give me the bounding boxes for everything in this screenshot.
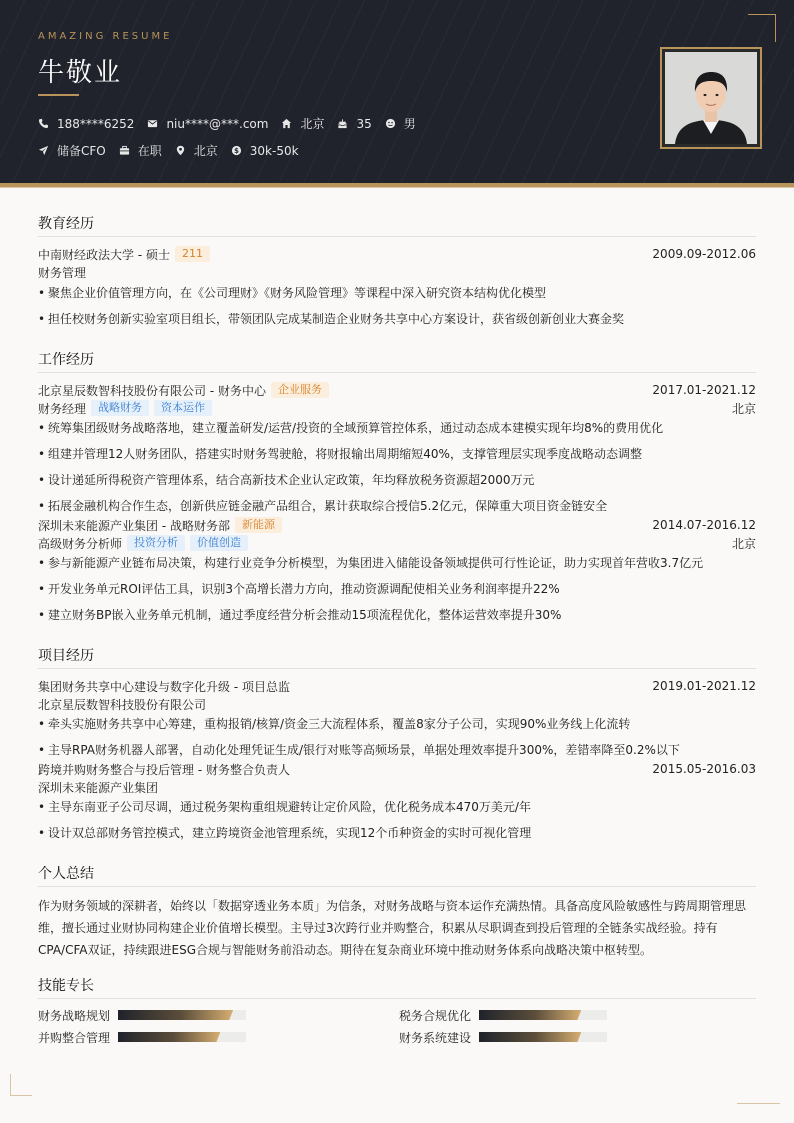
work-entry — [38, 381, 756, 516]
age-text: 35 — [356, 116, 372, 131]
role-tag: 战略财务 — [91, 400, 149, 416]
bullet-item: • 开发业务单元ROI评估工具，识别3个高增长潜力方向，推动资源调配使相关业务利润率提升22% — [38, 579, 756, 605]
skill-level-fill — [479, 1010, 581, 1020]
resume-eyebrow: AMAZING RESUME — [38, 31, 173, 42]
company-name: 北京星辰数智科技股份有限公司 - 财务中心 — [38, 383, 266, 398]
target-city-text: 北京 — [193, 144, 218, 158]
work-bullets — [38, 553, 756, 631]
skill-level-bar — [479, 1010, 607, 1020]
send-icon — [38, 145, 49, 156]
candidate-name: 牛敬业 — [38, 58, 123, 88]
gender-text: 男 — [403, 117, 416, 131]
project-entry-header — [38, 760, 756, 778]
resume-header — [0, 0, 794, 187]
skill-item — [38, 1007, 399, 1023]
job-role: 财务经理 — [38, 401, 87, 416]
bullet-item: • 建立财务BP嵌入业务单元机制，通过季度经营分析会推动15项流程优化，整体运营效率提升30% — [38, 605, 756, 631]
age-item — [337, 117, 371, 131]
bullet-item: • 统筹集团级财务战略落地，建立覆盖研发/运营/投资的全域预算管控体系，通过动态成本建模实现年均8%的费用优化 — [38, 418, 756, 444]
skill-level-fill — [479, 1032, 581, 1042]
profile-photo — [665, 52, 757, 144]
mail-icon — [147, 118, 158, 129]
project-entry — [38, 760, 756, 849]
job-status-text: 在职 — [137, 144, 162, 158]
skill-level-fill — [118, 1010, 233, 1020]
home-icon — [281, 118, 292, 129]
work-entry-header — [38, 516, 756, 534]
corner-ornament-bottom-left — [10, 1074, 32, 1096]
gender-icon — [385, 118, 396, 129]
residence-text: 北京 — [300, 117, 325, 131]
school-tag: 211 — [175, 246, 210, 262]
skill-level-bar — [479, 1032, 607, 1042]
bullet-item: • 担任校财务创新实验室项目组长，带领团队完成某制造企业财务共享中心方案设计，获省级创新创业大赛金奖 — [38, 309, 756, 335]
job-status-item — [119, 142, 162, 159]
project-org-row — [38, 778, 756, 796]
residence-item — [281, 115, 324, 132]
money-icon — [231, 145, 242, 156]
skill-name: 财务战略规划 — [38, 1008, 111, 1023]
company-name: 深圳未来能源产业集团 - 战略财务部 — [38, 518, 230, 533]
project-entry-header — [38, 677, 756, 695]
project-org: 北京星辰数智科技股份有限公司 — [38, 697, 207, 712]
project-name: 跨境并购财务整合与投后管理 - 财务整合负责人 — [38, 762, 290, 777]
summary-section — [38, 863, 756, 961]
phone-icon — [38, 118, 49, 129]
cake-icon — [337, 118, 348, 129]
project-name: 集团财务共享中心建设与数字化升级 - 项目总监 — [38, 679, 290, 694]
work-city: 北京 — [731, 536, 756, 551]
section-title: 项目经历 — [38, 645, 756, 669]
section-title: 个人总结 — [38, 863, 756, 887]
work-role-row — [38, 534, 756, 552]
school-name: 中南财经政法大学 - 硕士 — [38, 247, 170, 262]
skill-item — [399, 1029, 756, 1045]
project-entry — [38, 677, 756, 760]
skill-level-fill — [118, 1032, 220, 1042]
email-item — [147, 117, 268, 131]
skill-level-bar — [118, 1032, 246, 1042]
name-underline — [38, 94, 79, 96]
header-divider — [0, 187, 794, 188]
summary-text: 作为财务领域的深耕者，始终以「数据穿透业务本质」为信条，对财务战略与资本运作充满热情。具备高度风险敏感性与跨周期管理思维，擅长通过业财协同构建企业价值增长模型。主导过3次跨行业并购整合，积累从尽职调查到投后管理的全链条实战经验。持有CPA/CFA双证，持续跟进ESG合规与智能财务前沿动态。期待在复杂商业环境中推动财务体系向战略决策中枢转型。 — [38, 899, 747, 957]
skill-name: 并购整合管理 — [38, 1030, 111, 1045]
work-bullets — [38, 418, 756, 516]
project-bullets — [38, 797, 756, 849]
work-entry — [38, 516, 756, 631]
project-org: 深圳未来能源产业集团 — [38, 780, 159, 795]
project-date: 2019.01-2021.12 — [652, 679, 756, 693]
job-intent-row — [38, 142, 312, 159]
section-title: 工作经历 — [38, 349, 756, 373]
briefcase-icon — [119, 145, 130, 156]
project-org-row — [38, 695, 756, 713]
projects-section — [38, 645, 756, 849]
education-major-row — [38, 263, 756, 281]
education-bullets — [38, 283, 756, 335]
target-position-item — [38, 142, 106, 159]
salary-item — [231, 144, 299, 158]
target-position-text: 储备CFO — [57, 144, 106, 158]
skill-item — [399, 1007, 756, 1023]
education-entry-header — [38, 245, 756, 263]
skill-name: 财务系统建设 — [399, 1030, 472, 1045]
work-role-row — [38, 399, 756, 417]
project-date: 2015.05-2016.03 — [652, 762, 756, 776]
bullet-item: • 设计双总部财务管控模式，建立跨境资金池管理系统，实现12个币种资金的实时可视化管理 — [38, 823, 756, 849]
salary-text: 30k-50k — [249, 143, 299, 158]
work-city: 北京 — [731, 401, 756, 416]
phone-text: 188****6252 — [57, 116, 135, 131]
bullet-item: • 主导RPA财务机器人部署，自动化处理凭证生成/银行对账等高频场景，单据处理效率提升300%，差错率降至0.2%以下 — [38, 740, 756, 760]
role-tag: 价值创造 — [190, 535, 248, 551]
work-section — [38, 349, 756, 631]
section-title: 技能专长 — [38, 975, 756, 999]
bullet-item: • 拓展金融机构合作生态，创新供应链金融产品组合，累计获取综合授信5.2亿元，保障重大项目资金链安全 — [38, 496, 756, 516]
bullet-item: • 牵头实施财务共享中心筹建，重构报销/核算/资金三大流程体系，覆盖8家分子公司，实现90%业务线上化流转 — [38, 714, 756, 740]
role-tag: 投资分析 — [127, 535, 185, 551]
bullet-item: • 参与新能源产业链布局决策，构建行业竞争分析模型，为集团进入储能设备领域提供可行性论证，助力实现首年营收3.7亿元 — [38, 553, 756, 579]
skill-level-bar — [118, 1010, 246, 1020]
phone-item — [38, 117, 134, 131]
skill-name: 税务合规优化 — [399, 1008, 472, 1023]
bullet-item: • 主导东南亚子公司尽调，通过税务架构重组规避转让定价风险，优化税务成本470万美元/年 — [38, 797, 756, 823]
gender-item — [385, 115, 416, 132]
education-date: 2009.09-2012.06 — [652, 247, 756, 261]
skills-grid — [38, 1007, 756, 1045]
location-pin-icon — [175, 145, 186, 156]
resume-body — [38, 213, 756, 1059]
target-city-item — [175, 142, 218, 159]
section-title: 教育经历 — [38, 213, 756, 237]
work-date: 2014.07-2016.12 — [652, 518, 756, 532]
industry-tag: 企业服务 — [271, 382, 329, 398]
bullet-item: • 聚焦企业价值管理方向，在《公司理财》《财务风险管理》等课程中深入研究资本结构优化模型 — [38, 283, 756, 309]
education-section — [38, 213, 756, 335]
bullet-item: • 设计递延所得税资产管理体系，结合高新技术企业认定政策，年均释放税务资源超2000万元 — [38, 470, 756, 496]
work-date: 2017.01-2021.12 — [652, 383, 756, 397]
role-tag: 资本运作 — [154, 400, 212, 416]
skill-item — [38, 1029, 399, 1045]
profile-photo-frame — [660, 47, 762, 149]
work-entry-header — [38, 381, 756, 399]
job-role: 高级财务分析师 — [38, 536, 123, 551]
project-bullets — [38, 714, 756, 760]
corner-ornament-bottom-right — [737, 1103, 780, 1104]
major-name: 财务管理 — [38, 265, 87, 280]
skills-section — [38, 975, 756, 1045]
bullet-item: • 组建并管理12人财务团队，搭建实时财务驾驶舱，将财报输出周期缩短40%，支撑管理层实现季度战略动态调整 — [38, 444, 756, 470]
email-text: niu****@***.com — [166, 116, 269, 131]
contact-row — [38, 115, 429, 132]
svg-text:$: $ — [233, 146, 239, 155]
industry-tag: 新能源 — [235, 517, 282, 533]
corner-ornament-top-right — [748, 14, 776, 42]
